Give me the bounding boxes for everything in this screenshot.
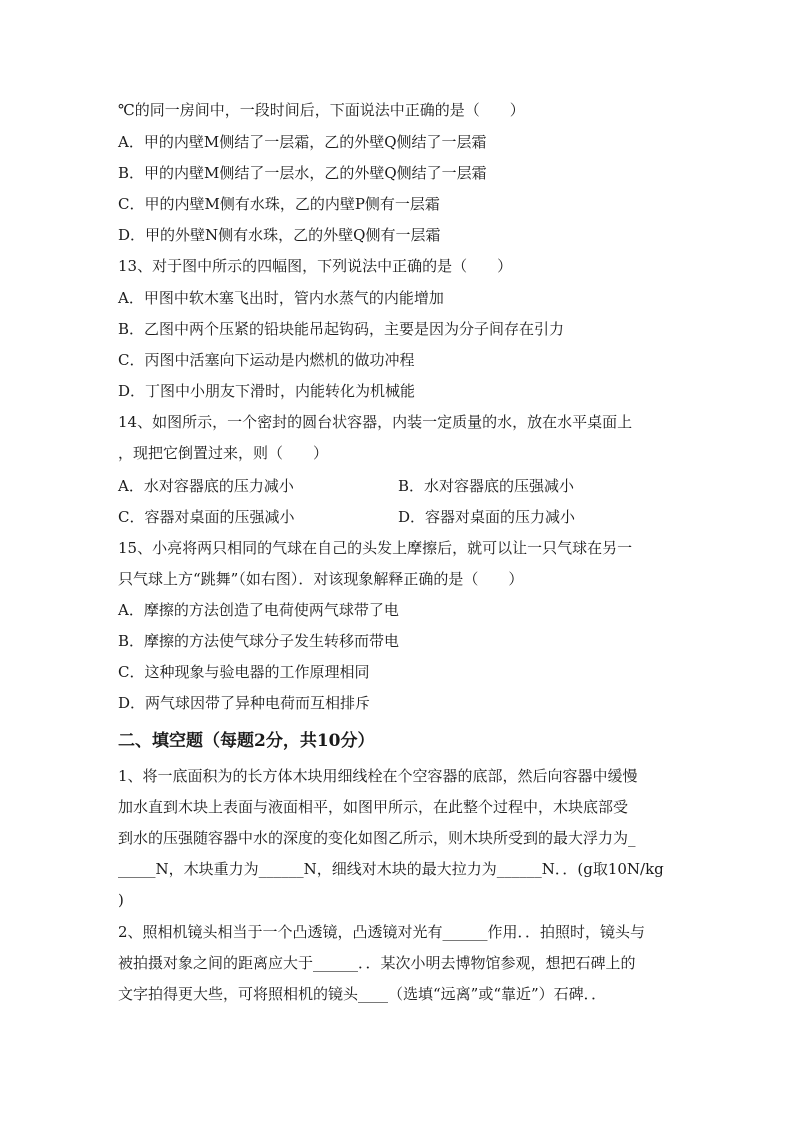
fill1-line5: ) — [118, 891, 124, 909]
q13-option-d: D．丁图中小朋友下滑时，内能转化为机械能 — [118, 382, 416, 400]
q12-option-c: C．甲的内壁M侧有水珠，乙的内壁P侧有一层霜 — [118, 195, 440, 213]
q12-option-d: D．甲的外壁N侧有水珠，乙的外壁Q侧有一层霜 — [118, 226, 441, 244]
q13-option-b: B．乙图中两个压紧的铅块能吊起钩码，主要是因为分子间存在引力 — [118, 320, 565, 338]
q14-option-b: B．水对容器底的压强减小 — [398, 477, 575, 495]
q15-stem-line2: 只气球上方“跳舞”（如右图）．对该现象解释正确的是（ ） — [118, 570, 524, 588]
fill2-line3: 文字拍得更大些，可将照相机的镜头____（选填“远离”或“靠近”）石碑．． — [118, 985, 607, 1003]
q14-stem-line2: ，现把它倒置过来，则（ ） — [118, 444, 329, 462]
q12-stem-continuation: ℃的同一房间中，一段时间后，下面说法中正确的是（ ） — [118, 101, 525, 119]
q15-stem-line1: 15、小亮将两只相同的气球在自己的头发上摩擦后，就可以让一只气球在另一 — [118, 539, 633, 557]
q15-option-c: C．这种现象与验电器的工作原理相同 — [118, 663, 370, 681]
fill2-line2: 被拍摄对象之间的距离应大于______．．某次小明去博物馆参观，想把石碑上的 — [118, 954, 636, 972]
fill2-line1: 2、照相机镜头相当于一个凸透镜，凸透镜对光有______作用．．拍照时，镜头与 — [118, 923, 646, 941]
q13-option-c: C．丙图中活塞向下运动是内燃机的做功冲程 — [118, 351, 415, 369]
q14-option-c: C．容器对桌面的压强减小 — [118, 508, 295, 526]
fill1-line1: 1、将一底面积为的长方体木块用细线栓在个空容器的底部，然后向容器中缓慢 — [118, 767, 638, 785]
q12-option-b: B．甲的内壁M侧结了一层水，乙的外壁Q侧结了一层霜 — [118, 164, 487, 182]
section-heading-fill-in: 二、填空题（每题2分，共10分） — [118, 731, 375, 751]
q14-option-d: D．容器对桌面的压力减小 — [398, 508, 576, 526]
q13-option-a: A．甲图中软木塞飞出时，管内水蒸气的内能增加 — [118, 289, 444, 307]
q12-option-a: A．甲的内壁M侧结了一层霜，乙的外壁Q侧结了一层霜 — [118, 133, 487, 151]
q14-stem-line1: 14、如图所示，一个密封的圆台状容器，内装一定质量的水，放在水平桌面上 — [118, 413, 633, 431]
q13-stem: 13、对于图中所示的四幅图，下列说法中正确的是（ ） — [118, 257, 513, 275]
q15-option-a: A．摩擦的方法创造了电荷使两气球带了电 — [118, 601, 399, 619]
q14-option-a: A．水对容器底的压力减小 — [118, 477, 294, 495]
fill1-line3: 到水的压强随容器中水的深度的变化如图乙所示，则木块所受到的最大浮力为_ — [118, 829, 636, 847]
fill1-line4: _____N，木块重力为______N，细线对木块的最大拉力为______N．．(g取10N/kg — [118, 860, 664, 878]
q15-option-d: D．两气球因带了异种电荷而互相排斥 — [118, 694, 371, 712]
q15-option-b: B．摩擦的方法使气球分子发生转移而带电 — [118, 632, 400, 650]
fill1-line2: 加水直到木块上表面与液面相平，如图甲所示，在此整个过程中，木块底部受 — [118, 798, 629, 816]
